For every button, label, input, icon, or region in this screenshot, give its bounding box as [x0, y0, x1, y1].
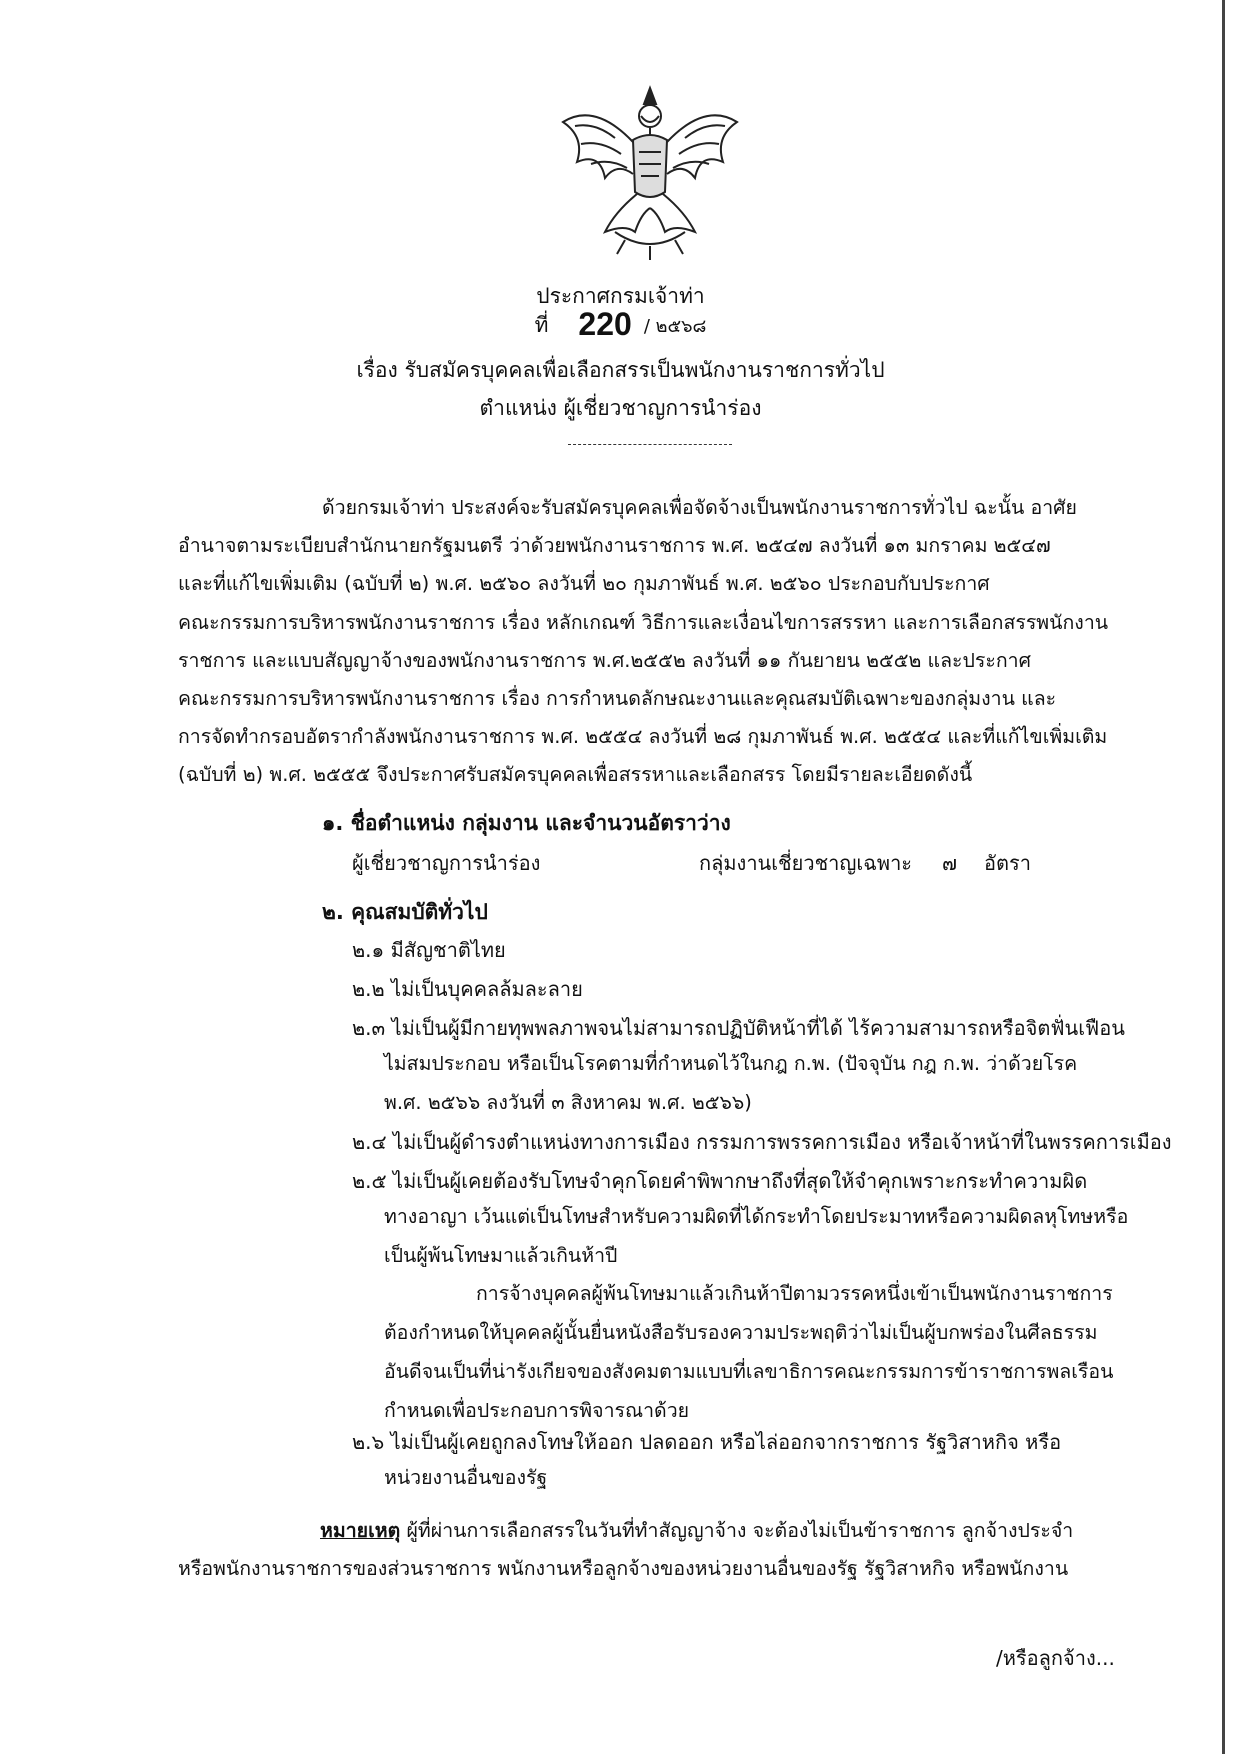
- garuda-emblem-icon: [555, 82, 745, 262]
- announcement-subject: เรื่อง รับสมัครบุคคลเพื่อเลือกสรรเป็นพนักงานราชการทั่วไป: [356, 358, 885, 382]
- page-continuation: /หรือลูกจ้าง...: [996, 1646, 1115, 1670]
- intro-line: คณะกรรมการบริหารพนักงานราชการ เรื่อง หลักเกณฑ์ วิธีการและเงื่อนไขการสรรหา และการเลือกสรรพนักงาน: [178, 610, 1109, 634]
- intro-line: ด้วยกรมเจ้าท่า ประสงค์จะรับสมัครบุคคลเพื่อจัดจ้างเป็นพนักงานราชการทั่วไป ฉะนั้น อาศัย: [322, 496, 1077, 519]
- intro-paragraph: [178, 489, 1118, 795]
- announcement-year: / ๒๕๖๘: [643, 316, 707, 337]
- intro-line: อำนาจตามระเบียบสำนักนายกรัฐมนตรี ว่าด้วยพนักงานราชการ พ.ศ. ๒๕๔๗ ลงวันที่ ๑๓ มกราคม ๒๕๔๗: [178, 534, 1051, 558]
- item-2-3-line: ไม่สมประกอบ หรือเป็นโรคตามที่กำหนดไว้ในกฎ ก.พ. (ปัจจุบัน กฎ ก.พ. ว่าด้วยโรค พ.ศ. ๒๕๖๖ ลงวันที่ ๓ สิงหาคม พ.ศ. ๒๕๖๖): [384, 1052, 1078, 1114]
- item-2-5-note: การจ้างบุคคลผู้พ้นโทษมาแล้วเกินห้าปีตามวรรคหนึ่งเข้าเป็นพนักงานราชการ ต้องกำหนดให้บุคคลผู้นั้นยื่นหนังสือรับรองความประพฤติว่าไม่เป็นผู้บกพร่องในศีลธรรม อันดีจนเป็นที่น่ารังเกียจของสังคมตามแบบที่เลขาธิการคณะกรรมการข้าราชการพลเรือน กำหนดเพื่อประกอบการพิจารณาด้วย: [384, 1282, 1114, 1422]
- intro-line: ราชการ และแบบสัญญาจ้างของพนักงานราชการ พ.ศ.๒๕๕๒ ลงวันที่ ๑๑ กันยายน ๒๕๕๒ และประกาศ: [178, 648, 1031, 672]
- intro-line: และที่แก้ไขเพิ่มเติม (ฉบับที่ ๒) พ.ศ. ๒๕๖๐ ลงวันที่ ๒๐ กุมภาพันธ์ พ.ศ. ๒๕๖๐ ประกอบกับประกาศ: [178, 572, 990, 596]
- section1-heading: ๑. ชื่อตำแหน่ง กลุ่มงาน และจำนวนอัตราว่าง: [322, 811, 731, 835]
- intro-line: คณะกรรมการบริหารพนักงานราชการ เรื่อง การกำหนดลักษณะงานและคุณสมบัติเฉพาะของกลุ่มงาน และ: [178, 687, 1057, 711]
- item-2-6-line: หน่วยงานอื่นของรัฐ: [384, 1466, 548, 1489]
- item-2-1: ๒.๑ มีสัญชาติไทย: [352, 938, 506, 962]
- section2-heading: ๒. คุณสมบัติทั่วไป: [322, 900, 488, 924]
- remark-line: หมายเหตุ ผู้ที่ผ่านการเลือกสรรในวันที่ทำสัญญาจ้าง จะต้องไม่เป็นข้าราชการ ลูกจ้างประจำ: [320, 1519, 1074, 1542]
- item-2-6-line: ๒.๖ ไม่เป็นผู้เคยถูกลงโทษให้ออก ปลดออก หรือไล่ออกจากราชการ รัฐวิสาหกิจ หรือ: [352, 1430, 1062, 1454]
- item-2-5-line: ทางอาญา เว้นแต่เป็นโทษสำหรับความผิดที่ได้กระทำโดยประมาทหรือความผิดลหุโทษหรือ เป็นผู้พ้นโทษมาแล้วเกินห้าปี: [384, 1205, 1129, 1267]
- number-prefix: ที่: [534, 313, 549, 337]
- announcement-agency: ประกาศกรมเจ้าท่า: [536, 284, 705, 308]
- section1-position: ผู้เชี่ยวชาญการนำร่อง: [352, 851, 541, 875]
- remark-paragraph: [178, 1512, 1118, 1588]
- item-2-3-line: ๒.๓ ไม่เป็นผู้มีกายทุพพลภาพจนไม่สามารถปฏิบัติหน้าที่ได้ ไร้ความสามารถหรือจิตฟั่นเฟือน: [352, 1016, 1125, 1040]
- item-2-4: ๒.๔ ไม่เป็นผู้ดำรงตำแหน่งทางการเมือง กรรมการพรรคการเมือง หรือเจ้าหน้าที่ในพรรคการเมือง: [352, 1130, 1172, 1154]
- page-edge-border: [1222, 0, 1225, 1754]
- item-2-2: ๒.๒ ไม่เป็นบุคคลล้มละลาย: [352, 977, 583, 1001]
- announcement-position-title: ตำแหน่ง ผู้เชี่ยวชาญการนำร่อง: [479, 396, 762, 420]
- announcement-number-line: [0, 306, 1241, 343]
- intro-line: (ฉบับที่ ๒) พ.ศ. ๒๕๕๕ จึงประกาศรับสมัครบุคคลเพื่อสรรหาและเลือกสรร โดยมีรายละเอียดดังนี้: [178, 763, 973, 787]
- remark-line: หรือพนักงานราชการของส่วนราชการ พนักงานหรือลูกจ้างของหน่วยงานอื่นของรัฐ รัฐวิสาหกิจ หรือพนักงาน: [178, 1557, 1069, 1581]
- remark-label: หมายเหตุ: [320, 1519, 401, 1542]
- section1-count: ๗: [942, 851, 958, 875]
- section1-unit: อัตรา: [984, 851, 1031, 875]
- title-divider: [568, 444, 732, 445]
- announcement-number: 220: [578, 306, 632, 342]
- item-2-5-line: ๒.๕ ไม่เป็นผู้เคยต้องรับโทษจำคุกโดยคำพิพากษาถึงที่สุดให้จำคุกเพราะกระทำความผิด: [352, 1169, 1088, 1193]
- intro-line: การจัดทำกรอบอัตรากำลังพนักงานราชการ พ.ศ. ๒๕๕๔ ลงวันที่ ๒๘ กุมภาพันธ์ พ.ศ. ๒๕๕๔ และที่แก้ไขเพิ่มเติม: [178, 725, 1108, 749]
- section1-group: กลุ่มงานเชี่ยวชาญเฉพาะ: [699, 851, 913, 875]
